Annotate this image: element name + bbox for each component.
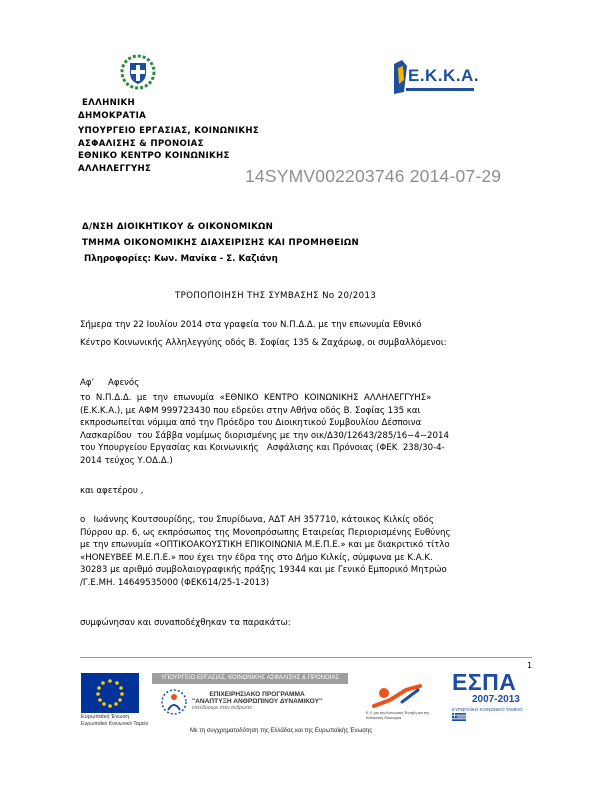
program-line: "ΑΝΑΠΤΥΞΗ ΑΝΘΡΩΠΙΝΟΥ ΔΥΝΑΜΙΚΟΥ" — [192, 698, 323, 705]
party-b-line: με την επωνυμία «ΟΠΤΙΚΟΑΚΟΥΣΤΙΚΗ ΕΠΙΚΟΙΝΩΝΙΑ Μ.Ε.Π.Ε.» και με διακριτικό τίτλο — [80, 540, 450, 551]
eu-caption-2: Ευρωπαϊκό Κοινωνικό Ταμείο — [81, 721, 149, 727]
party-b-line: /Γ.Ε.ΜΗ. 14649535000 (ΦΕΚ614/25-1-2013) — [80, 577, 270, 588]
ekka-logo-text: Ε.Κ.Κ.Α. — [408, 66, 480, 85]
header-line: ΥΠΟΥΡΓΕΙΟ ΕΡΓΑΣΙΑΣ, ΚΟΙΝΩΝΙΚΗΣ — [78, 126, 259, 136]
agreed-line: συμφώνησαν και συναποδέχθηκαν τα παρακάτω: — [80, 618, 291, 628]
header-line: ΔΗΜΟΚΡΑΤΙΑ — [78, 110, 147, 121]
ada-code: 14SYMV002203746 2014-07-29 — [245, 166, 502, 186]
party-b-line: «ΗΟΝΕΥΒΕΕ Μ.Ε.Π.Ε.» που έχει την έδρα της στο Δήμο Κιλκίς, σύμφωνα με Κ.Α.Κ. — [80, 552, 433, 563]
greek-flag-icon — [452, 706, 466, 714]
other-side-line: και αφετέρου , — [80, 486, 144, 496]
ey-caption: Ε.Υ. για την Κοινωνική Ένταξη και την Κοινωνική Οικονομία — [366, 711, 430, 720]
party-a-line: εκπροσωπείται νόμιμα από την Πρόεδρο του Διοικητικού Συμβουλίου Δέσποινα — [80, 418, 422, 429]
program-line: επενδύουμε στον άνθρωπο — [192, 705, 252, 711]
intro-paragraph — [80, 319, 540, 349]
ministry-banner — [152, 673, 348, 684]
party-a-heading: Αφ’ Αφενός — [80, 378, 140, 388]
espa-title: ΕΣΠΑ — [452, 669, 517, 695]
header-line: ΑΣΦΑΛΙΣΗΣ & ΠΡΟΝΟΙΑΣ — [78, 138, 204, 149]
header-line: ΑΛΛΗΛΕΓΓΥΗΣ — [78, 163, 152, 174]
department-line: Δ/ΝΣΗ ΔΙΟΙΚΗΤΙΚΟΥ & ΟΙΚΟΝΟΜΙΚΩΝ — [82, 222, 274, 232]
ey-logo-icon — [372, 684, 422, 710]
ministry-header — [78, 97, 338, 175]
eu-caption: Ευρωπαϊκή Ένωση — [81, 714, 130, 720]
header-line: ΕΛΛΗΝΙΚΗ — [82, 98, 136, 108]
page-number: 1 — [527, 661, 533, 670]
party-a-line: του Υπουργείου Εργασίας και Κοινωνικής Ασφάλισης και Πρόνοιας (ΦΕΚ 238/30-4- — [80, 443, 445, 454]
program-line: ΕΠΙΧΕΙΡΗΣΙΑΚΟ ΠΡΟΓΡΑΜΜΑ — [209, 691, 305, 698]
party-a-line: το Ν.Π.Δ.Δ. με την επωνυμία «ΕΘΝΙΚΟ ΚΕΝΤΡΟ ΚΟΙΝΩΝΙΚΗΣ ΑΛΛΗΛΕΓΓΥΗΣ» — [80, 393, 432, 403]
document-title: ΤΡΟΠΟΠΟΙΗΣΗ ΤΗΣ ΣΥΜΒΑΣΗΣ Νο 20/2013 — [175, 291, 377, 301]
espa-years: 2007-2013 — [472, 694, 520, 705]
cofinance-line: Με τη συγχρηματοδότηση της Ελλάδας και της Ευρωπαϊκής Ένωσης — [190, 728, 373, 734]
eu-flag-icon — [81, 673, 139, 713]
party-b-line: ο Ιωάννης Κουτσουρίδης, του Σπυρίδωνα, ΑΔΤ ΑΗ 357710, κάτοικος Κιλκίς οδός — [80, 515, 434, 525]
party-a-paragraph — [80, 392, 540, 468]
ekka-logo — [388, 58, 478, 98]
party-b-line: Πύρρου αρ. 6, ως εκπρόσωπος της Μονοπρόσωπης Εταιρείας Περιορισμένης Ευθύνης — [80, 527, 451, 538]
party-b-paragraph — [80, 514, 540, 590]
footer-divider — [80, 657, 532, 658]
espa-caption: ΕΥΡΩΠΑΪΚΟ ΚΟΙΝΩΝΙΚΟ ΤΑΜΕΙΟ — [452, 707, 523, 712]
department-info: Πληροφορίες: Κων. Μανίκα - Σ. Καζιάνη — [84, 254, 278, 264]
greek-state-emblem-icon — [120, 54, 156, 90]
party-a-line: Λασκαρίδου του Σάββα νομίμως διορισμένης με την οικ/Δ30/12643/285/16−4−2014 — [80, 430, 449, 441]
program-logo-icon — [160, 688, 188, 716]
header-line: ΕΘΝΙΚΟ ΚΕΝΤΡΟ ΚΟΙΝΩΝΙΚΗΣ — [78, 151, 230, 161]
party-b-line: 30283 με αριθμό συμβολαιογραφικής πράξης 19344 και με Γενικό Εμπορικό Μητρώο — [80, 565, 447, 576]
ministry-banner-text: ΥΠΟΥΡΓΕΙΟ ΕΡΓΑΣΙΑΣ, ΚΟΙΝΩΝΙΚΗΣ ΑΣΦΑΛΙΣΗΣ & ΠΡΟΝΟΙΑΣ — [160, 675, 340, 681]
department-line: ΤΜΗΜΑ ΟΙΚΟΝΟΜΙΚΗΣ ΔΙΑΧΕΙΡΙΣΗΣ ΚΑΙ ΠΡΟΜΗΘΕΙΩΝ — [82, 238, 359, 248]
intro-line: Κέντρο Κοινωνικής Αλληλεγγύης οδός Β. Σοφίας 135 & Ζαχάρωφ, οι συμβαλλόμενοι: — [80, 337, 447, 348]
intro-line: Σήμερα την 22 Ιουλίου 2014 στα γραφεία του Ν.Π.Δ.Δ. με την επωνυμία Εθνικό — [80, 320, 422, 330]
department-block — [82, 221, 482, 266]
party-a-line: (Ε.Κ.Κ.Α.), με ΑΦΜ 999723430 που εδρεύει στην Αθήνα οδός Β. Σοφίας 135 και — [80, 405, 421, 416]
party-a-line: 2014 τεύχος Υ.ΟΔ.Δ.) — [80, 455, 173, 466]
program-text — [192, 691, 322, 711]
